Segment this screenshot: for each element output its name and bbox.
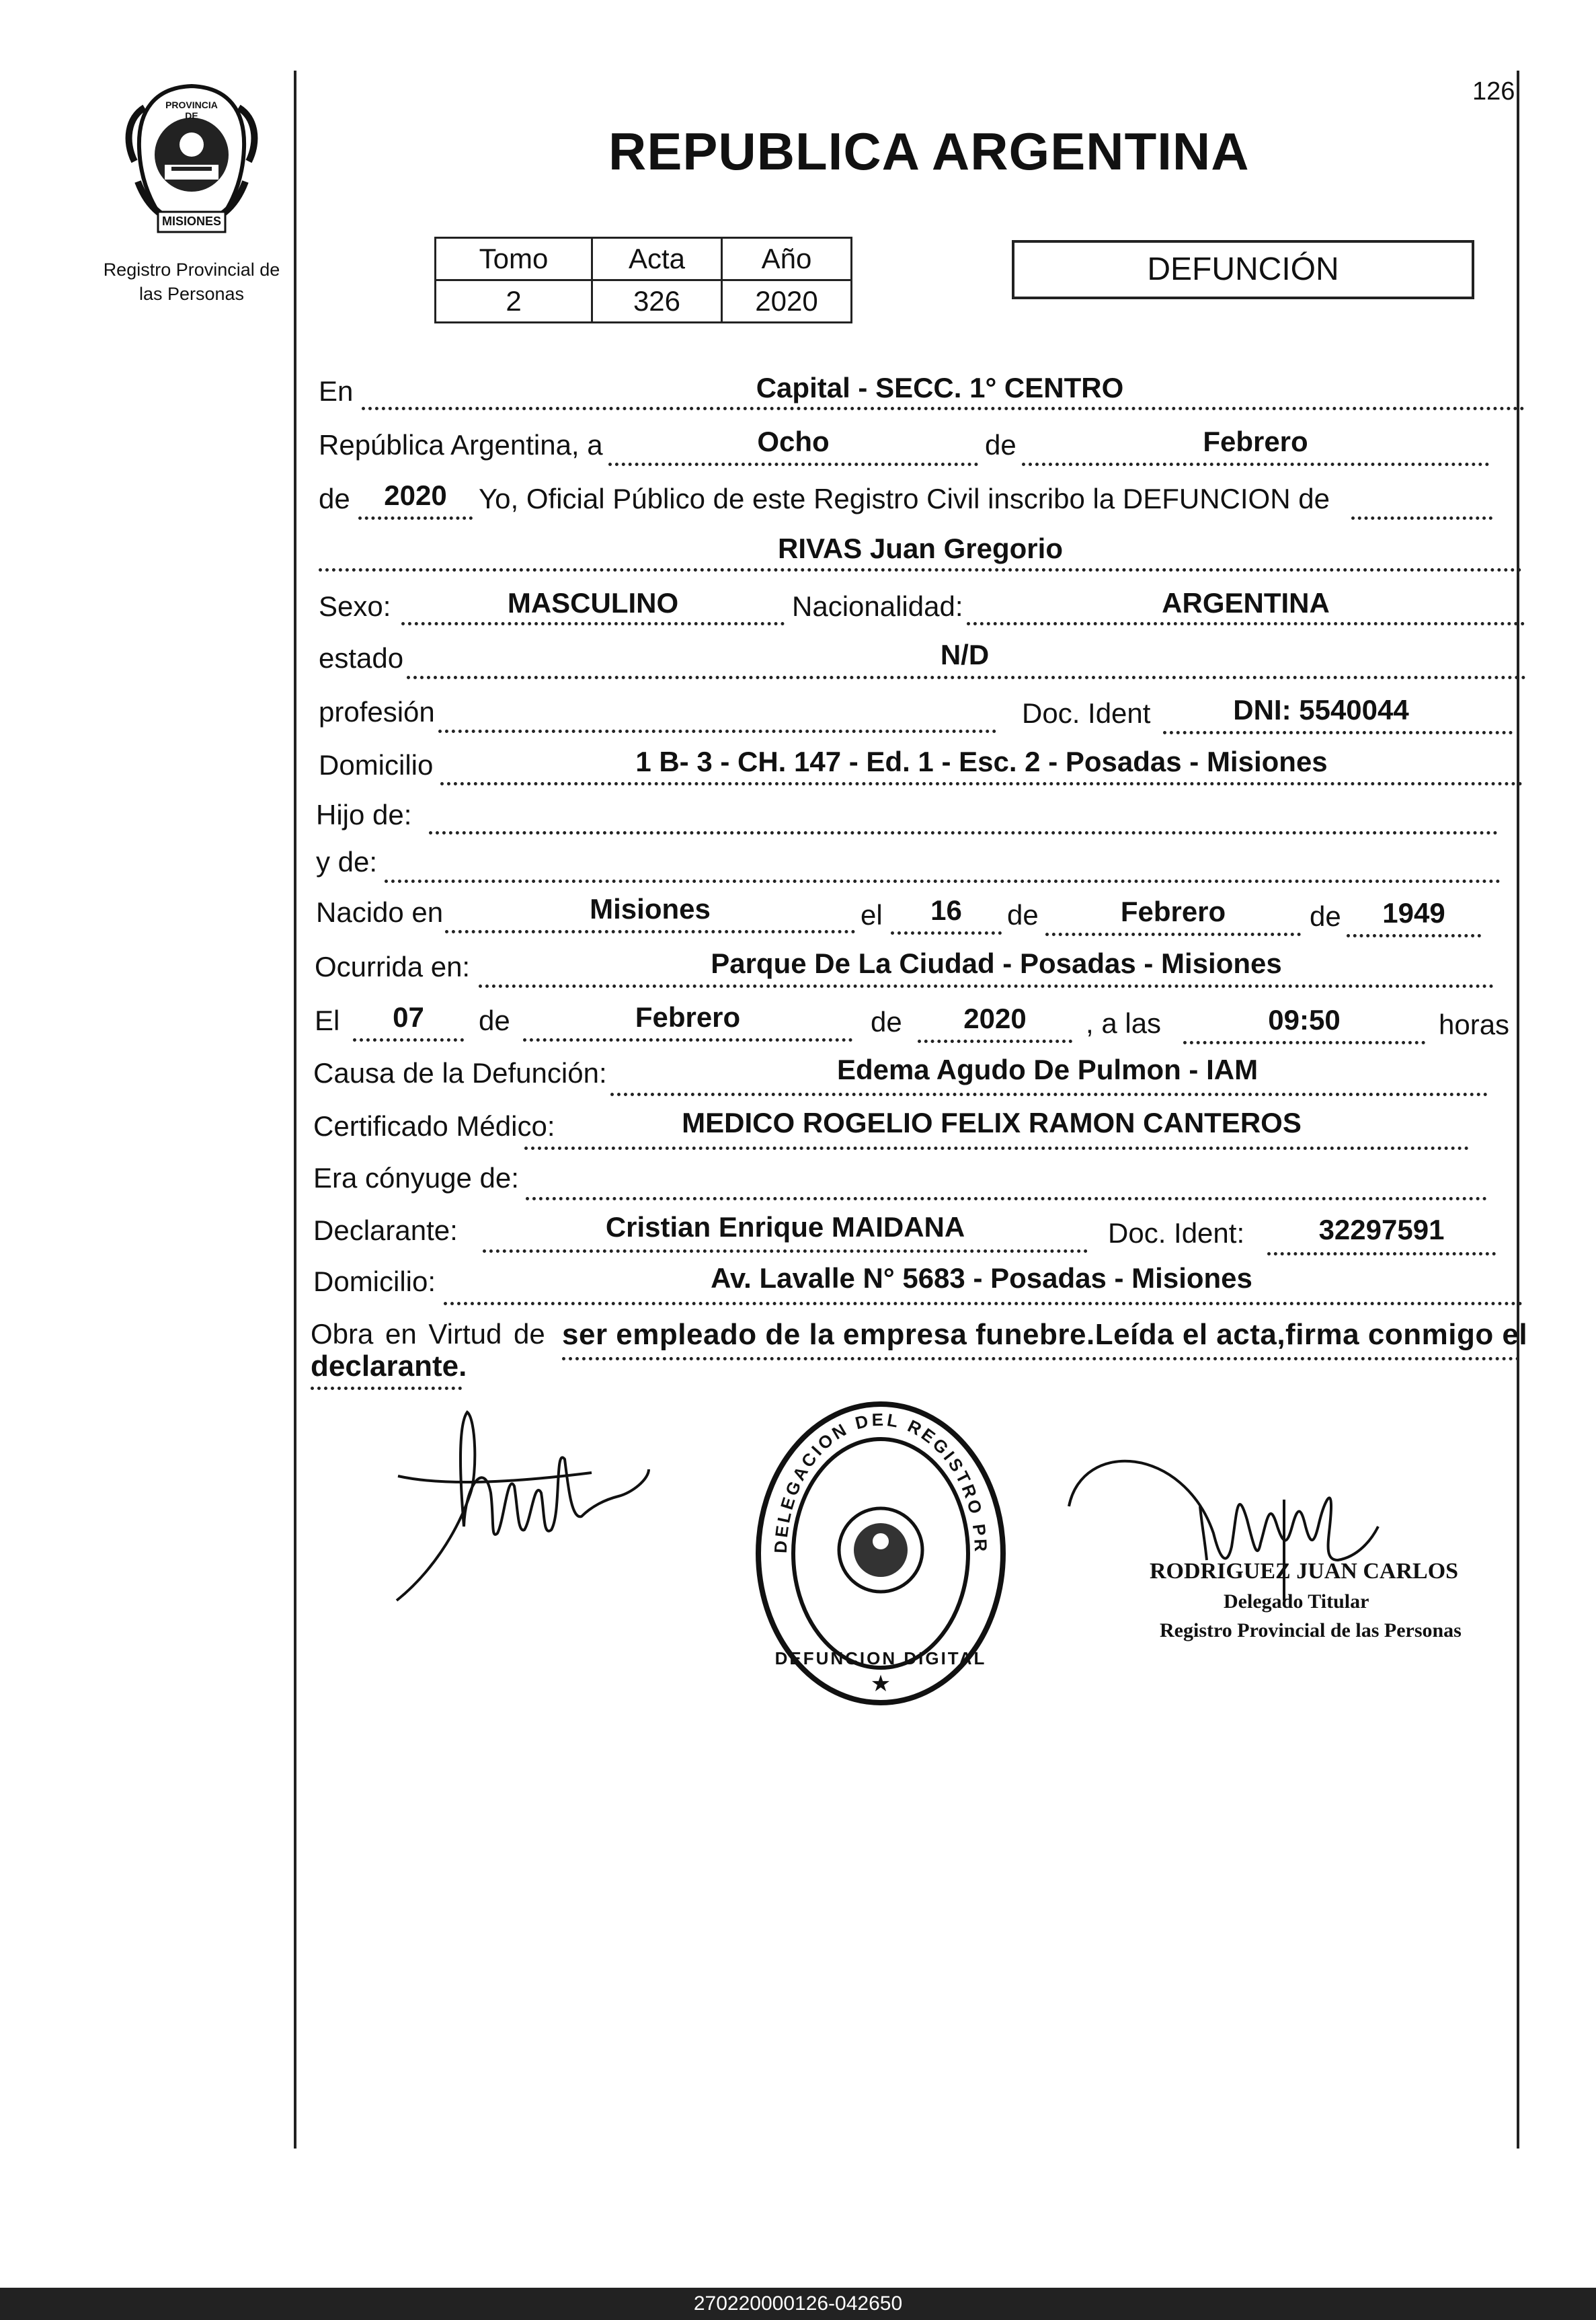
yo-dotted-line [1351,516,1492,520]
nacionalidad-value: ARGENTINA [1162,587,1330,619]
table-value-ano: 2020 [722,280,852,323]
estado-dotted-line [407,676,1526,679]
de-label: de [985,429,1016,461]
domicilio-dotted-line [440,782,1523,785]
El-label: El [315,1005,340,1036]
month-value: Febrero [1203,426,1308,457]
day-dotted-line [608,463,978,466]
logo-caption-line1: Registro Provincial de [103,260,280,280]
en-label: En [319,375,354,407]
certificado-value: MEDICO ROGELIO FELIX RAMON CANTEROS [682,1107,1302,1138]
stamp-outer-text: DELEGACION DEL REGISTRO PR [770,1409,992,1555]
year-value: 2020 [384,479,447,511]
registry-stamp [753,1399,1008,1708]
estado-label: estado [319,642,404,674]
stamp-inner-text: DEFUNCION DIGITAL [774,1648,987,1668]
declarant-signature [390,1399,659,1614]
en-dotted-line [362,407,1525,410]
profesion-label: profesión [319,696,435,728]
death-de-label-2: de [871,1006,902,1038]
page-number: 126 [1472,77,1515,106]
official-role: Delegado Titular [1224,1590,1369,1613]
death-time-dotted-line [1183,1041,1425,1044]
obra-dotted-line-2 [311,1387,462,1390]
birth-year-dotted-line [1347,934,1481,937]
nacionalidad-dotted-line [967,622,1525,625]
estado-value: N/D [940,639,990,670]
death-month: Febrero [635,1001,741,1033]
causa-value: Edema Agudo De Pulmon - IAM [836,1054,1259,1085]
death-month-dotted-line [523,1038,852,1042]
sexo-dotted-line [401,622,785,625]
sexo-label: Sexo: [319,590,391,622]
birth-de-label-2: de [1310,900,1341,932]
doc-value: DNI: 5540044 [1233,694,1409,726]
birth-month-dotted-line [1045,933,1301,936]
yde-dotted-line [385,880,1501,883]
nacido-value: Misiones [590,893,711,925]
yo-text: Yo, Oficial Público de este Registro Civil inscribo la DEFUNCION de [479,483,1330,514]
domicilio2-value: Av. Lavalle N° 5683 - Posadas - Misiones [711,1262,1252,1294]
birth-de-label-1: de [1007,899,1039,931]
nacionalidad-label: Nacionalidad: [792,590,963,622]
table-value-tomo: 2 [436,280,592,323]
death-de-label-1: de [479,1005,510,1036]
certificado-dotted-line [524,1147,1469,1150]
conyuge-label: Era cónyuge de: [313,1162,519,1194]
logo-caption-line2: las Personas [138,284,245,304]
birth-day-dotted-line [891,931,1002,935]
record-table [434,237,852,323]
birth-day: 16 [930,894,962,926]
alas-label: , a las [1086,1007,1162,1039]
obra-value-line1: ser empleado de la empresa funebre.Leída el acta,firma conmigo el [562,1318,1528,1351]
declarante-dotted-line [483,1249,1088,1253]
obra-label: Obra en Virtud de [311,1318,545,1350]
causa-dotted-line [610,1093,1488,1096]
death-year: 2020 [963,1003,1027,1034]
page-title: REPUBLICA ARGENTINA [608,122,1250,181]
de-year-label: de [319,483,350,514]
name-dotted-line [319,568,1522,572]
birth-month: Febrero [1120,896,1226,927]
record-type-box: DEFUNCIÓN [1012,240,1474,299]
nacido-label: Nacido en [316,896,444,928]
ocurrida-label: Ocurrida en: [315,951,471,982]
table-header-ano: Año [722,238,852,280]
left-margin-line [294,71,296,2149]
name-value: RIVAS Juan Gregorio [778,533,1063,564]
conyuge-dotted-line [526,1197,1487,1200]
domicilio2-dotted-line [444,1302,1523,1305]
day-value: Ocho [757,426,830,457]
certificado-label: Certificado Médico: [313,1110,555,1142]
month-dotted-line [1022,463,1489,466]
obra-value-line2: declarante. [311,1350,467,1383]
el-label: el [861,899,883,931]
doc-label: Doc. Ident [1022,697,1151,729]
domicilio2-label: Domicilio: [313,1266,436,1297]
obra-dotted-line-1 [562,1357,1520,1360]
horas-label: horas [1439,1009,1510,1040]
seal-text-bottom: MISIONES [161,215,221,228]
en-value: Capital - SECC. 1° CENTRO [756,372,1124,403]
logo-caption [81,258,303,306]
domicilio-value: 1 B- 3 - CH. 147 - Ed. 1 - Esc. 2 - Posadas - Misiones [635,746,1328,777]
provincial-seal [118,81,266,242]
death-day: 07 [393,1001,424,1033]
footer-code: 270220000126-042650 [0,2288,1596,2320]
year-dotted-line [358,516,473,520]
table-header-tomo: Tomo [436,238,592,280]
official-name: RODRIGUEZ JUAN CARLOS [1150,1559,1459,1584]
declarante-label: Declarante: [313,1214,458,1246]
death-time: 09:50 [1268,1004,1341,1036]
doc-dotted-line [1163,731,1513,734]
official-office: Registro Provincial de las Personas [1160,1619,1462,1641]
doc2-label: Doc. Ident: [1108,1217,1245,1249]
ocurrida-dotted-line [479,984,1494,988]
yde-label: y de: [316,846,378,878]
profesion-dotted-line [438,730,996,733]
sexo-value: MASCULINO [507,587,679,619]
domicilio-label: Domicilio [319,749,434,781]
hijo-label: Hijo de: [316,799,412,830]
table-value-acta: 326 [592,280,722,323]
doc2-value: 32297591 [1318,1214,1445,1245]
table-header-acta: Acta [592,238,722,280]
causa-label: Causa de la Defunción: [313,1057,607,1089]
nacido-dotted-line [445,930,855,933]
seal-text-top: PROVINCIA DE [165,100,218,121]
declarante-value: Cristian Enrique MAIDANA [605,1211,965,1243]
ocurrida-value: Parque De La Ciudad - Posadas - Misiones [711,948,1282,979]
death-day-dotted-line [353,1038,464,1042]
stamp-star-icon: ★ [870,1670,891,1697]
doc2-dotted-line [1267,1252,1496,1255]
death-year-dotted-line [918,1040,1072,1043]
hijo-dotted-line [429,831,1498,835]
republica-label: República Argentina, a [319,429,603,461]
birth-year: 1949 [1382,897,1445,929]
